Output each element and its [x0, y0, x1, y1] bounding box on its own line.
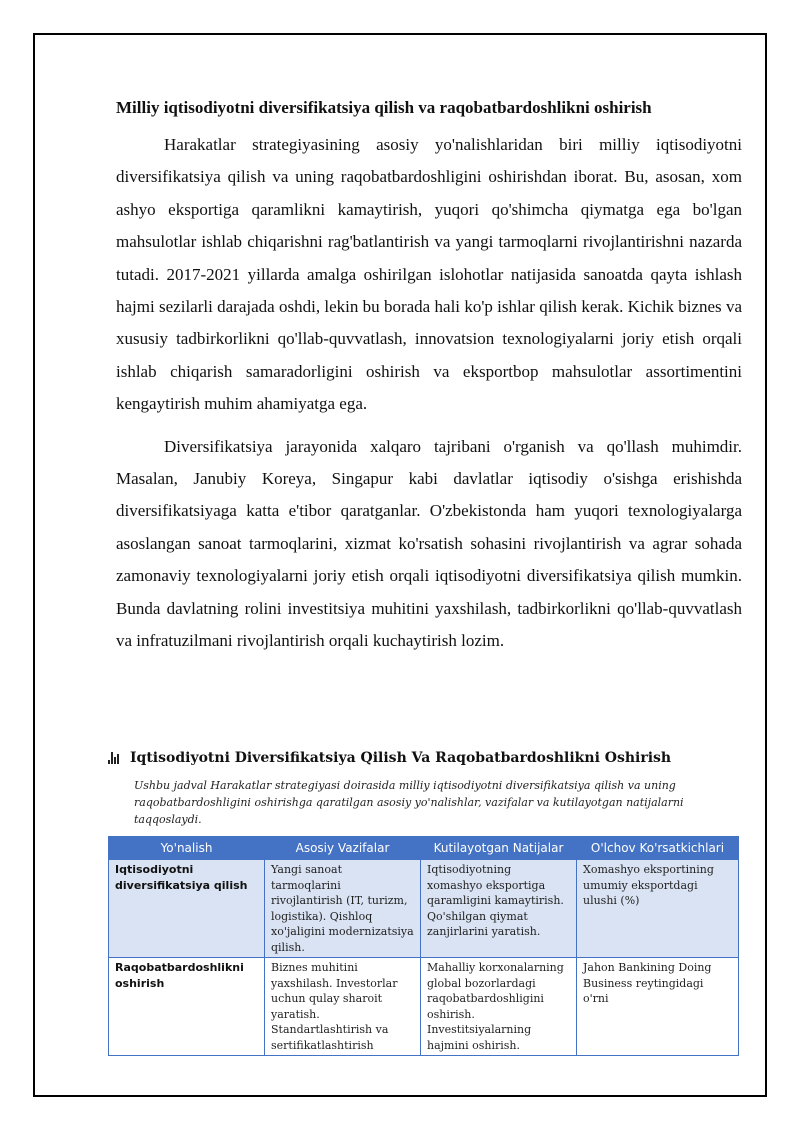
column-header: Yo'nalish — [109, 837, 265, 860]
table-cell: Yangi sanoat tarmoqlarini rivojlantirish (IT, turizm, logistika). Qishloq xo'jaligini modernizatsiya qilish. — [265, 860, 421, 958]
section-heading: Milliy iqtisodiyotni diversifikatsiya qilish va raqobatbardoshlikni oshirish — [116, 98, 652, 117]
table-row — [109, 958, 739, 1056]
table-header-row — [109, 837, 739, 860]
table-title-row — [108, 748, 738, 768]
table-caption: Ushbu jadval Harakatlar strategiyasi doirasida milliy iqtisodiyotni diversifikatsiya qilish va uning raqobatbardoshligini oshirishga qaratilgan asosiy yo'nalishlar, vazifalar va kutilayotgan natijalarni taqqoslaydi. — [134, 779, 684, 826]
column-header: Kutilayotgan Natijalar — [421, 837, 577, 860]
table-title: Iqtisodiyotni Diversifikatsiya Qilish Va Raqobatbardoshlikni Oshirish — [130, 750, 672, 766]
table-cell-direction: Iqtisodiyotni diversifikatsiya qilish — [109, 860, 265, 958]
column-header: O'lchov Ko'rsatkichlari — [577, 837, 739, 860]
table-cell: Jahon Bankining Doing Business reytingidagi o'rni — [577, 958, 739, 1056]
table-cell: Biznes muhitini yaxshilash. Investorlar uchun qulay sharoit yaratish. Standartlashtirish va sertifikatlashtirish — [265, 958, 421, 1056]
column-header: Asosiy Vazifalar — [265, 837, 421, 860]
table-cell: Mahalliy korxonalarning global bozorlardagi raqobatbardoshligini oshirish. Investitsiyalarning hajmini oshirish. — [421, 958, 577, 1056]
table-cell: Xomashyo eksportining umumiy eksportdagi ulushi (%) — [577, 860, 739, 958]
table-cell: Iqtisodiyotning xomashyo eksportiga qaramligini kamaytirish. Qo'shilgan qiymat zanjirlarini yaratish. — [421, 860, 577, 958]
comparison-table — [108, 836, 739, 1056]
table-section — [108, 748, 738, 1056]
table-row — [109, 860, 739, 958]
bar-chart-icon — [108, 752, 122, 764]
paragraph-2: Diversifikatsiya jarayonida xalqaro tajribani o'rganish va qo'llash muhimdir. Masalan, Janubiy Koreya, Singapur kabi davlatlar iqtisodiy o'sishga erishishda diversifikatsiyaga katta e'tibor qaratganlar. O'zbekistonda ham yuqori texnologiyalarga asoslangan sanoat tarmoqlarini, xizmat ko'rsatish sohasini rivojlantirish va agrar sohada zamonaviy texnologiyalarni joriy etish orqali iqtisodiyotni diversifikatsiya qilish mumkin. Bunda davlatning rolini investitsiya muhitini yaxshilash, tadbirkorlikni qo'llab-quvvatlash va infratuzilmani rivojlantirish orqali kuchaytirish lozim. — [116, 436, 742, 651]
table-cell-direction: Raqobatbardoshlikni oshirish — [109, 958, 265, 1056]
document-body — [116, 96, 742, 658]
paragraph-1: Harakatlar strategiyasining asosiy yo'nalishlaridan biri milliy iqtisodiyotni diversifikatsiya qilish va uning raqobatbardoshligini oshirishdan iborat. Bu, asosan, xom ashyo eksportiga qaramlikni kamaytirish, yuqori qo'shimcha qiymatga ega bo'lgan mahsulotlar ishlab chiqarishni rag'batlantirish va yangi tarmoqlarni rivojlantirishni nazarda tutadi. 2017-2021 yillarda amalga oshirilgan islohotlar natijasida sanoatda qayta ishlash hajmi sezilarli darajada oshdi, lekin bu borada hali ko'p ishlar qilish kerak. Kichik biznes va xususiy tadbirkorlikni qo'llab-quvvatlash, innovatsion texnologiyalarni joriy etish orqali ishlab chiqarish samaradorligini oshirish va eksportbop mahsulotlar assortimentini kengaytirish muhim ahamiyatga ega. — [116, 135, 742, 414]
